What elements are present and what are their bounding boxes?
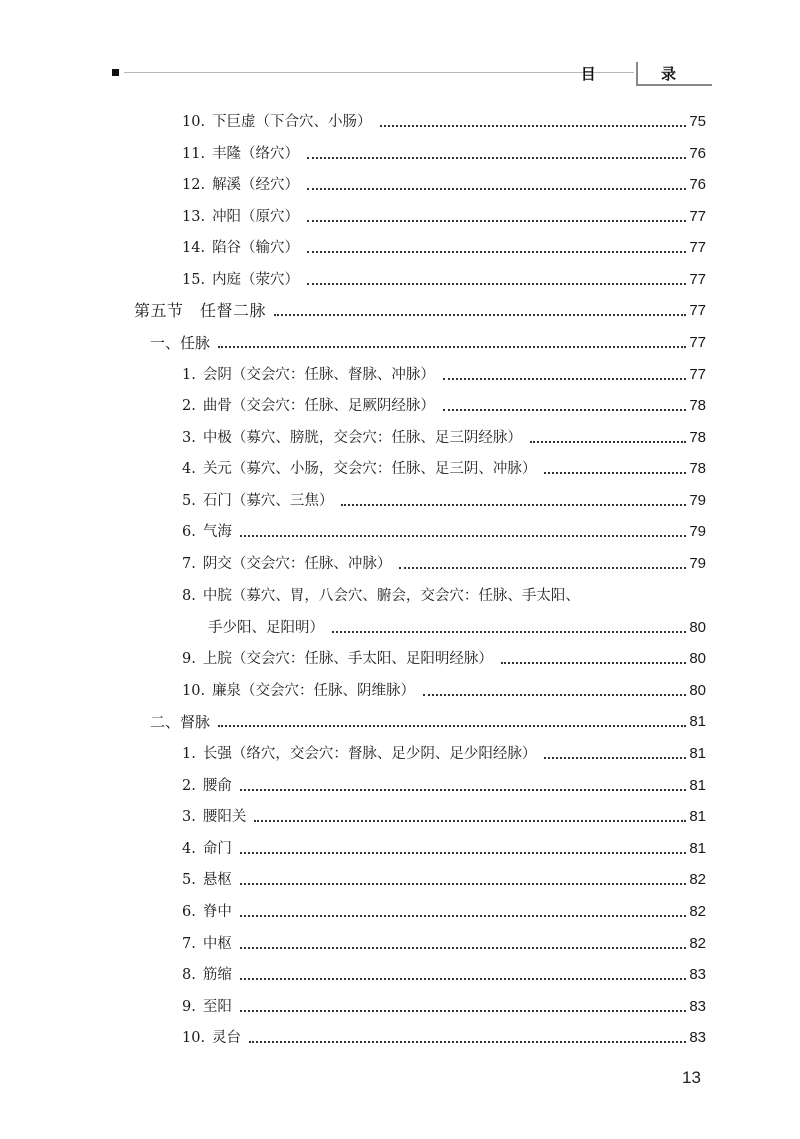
entry-number: 10. (182, 114, 206, 130)
toc-entry[interactable] (182, 203, 706, 227)
entry-number: 7. (182, 936, 196, 952)
toc-entry[interactable] (182, 961, 706, 985)
entry-page: 83 (689, 998, 706, 1015)
dot-leader (240, 978, 686, 980)
dot-leader (307, 188, 686, 190)
entry-page: 78 (689, 397, 706, 414)
toc-entry[interactable] (182, 866, 706, 890)
toc-entry[interactable] (182, 645, 706, 669)
dot-leader (423, 694, 686, 696)
header-rule (124, 72, 634, 73)
toc-entry[interactable] (182, 677, 706, 701)
entry-page: 79 (689, 523, 706, 540)
entry-page: 81 (689, 745, 706, 762)
dot-leader (218, 346, 686, 348)
entry-title: 中脘（募穴、胃，八会穴、腑会，交会穴：任脉、手太阳、 (202, 588, 580, 604)
dot-leader (240, 915, 686, 917)
section-title: 第五节 任督二脉 (134, 301, 267, 320)
entry-page: 77 (689, 366, 706, 383)
dot-leader (240, 1010, 686, 1012)
entry-number: 10. (182, 1030, 206, 1046)
entry-title: 上脘（交会穴：任脉、手太阳、足阳明经脉） (202, 651, 493, 667)
dot-leader (307, 220, 686, 222)
dot-leader (307, 283, 686, 285)
entry-title: 内庭（荥穴） (212, 272, 300, 288)
dot-leader (307, 251, 686, 253)
entry-page: 80 (689, 682, 706, 699)
entry-number: 5. (182, 493, 196, 509)
dot-leader (443, 378, 686, 380)
toc-entry[interactable] (182, 518, 706, 542)
entry-page: 80 (689, 619, 706, 636)
entry-title: 解溪（经穴） (212, 177, 300, 193)
entry-page: 76 (689, 145, 706, 162)
toc-entry[interactable] (182, 266, 706, 290)
entry-title: 脊中 (202, 904, 232, 920)
entry-title: 至阳 (202, 999, 232, 1015)
toc-group-heading[interactable] (150, 708, 706, 732)
dot-leader (249, 1041, 686, 1043)
dot-leader (399, 567, 686, 569)
entry-title: 关元（募穴、小肠，交会穴：任脉、足三阴、冲脉） (202, 461, 537, 477)
entry-title: 中枢 (202, 936, 232, 952)
entry-page: 79 (689, 492, 706, 509)
entry-title: 悬枢 (202, 872, 232, 888)
entry-page: 81 (689, 777, 706, 794)
entry-number: 1. (182, 746, 196, 762)
entry-title: 手少阳、足阳明） (208, 620, 324, 636)
entry-page: 82 (689, 935, 706, 952)
dot-leader (501, 662, 686, 664)
entry-title: 筋缩 (202, 967, 232, 983)
entry-title: 石门（募穴、三焦） (202, 493, 334, 509)
toc-entry[interactable] (182, 1024, 706, 1048)
entry-page: 77 (689, 302, 706, 319)
entry-page: 83 (689, 1029, 706, 1046)
dot-leader (332, 631, 686, 633)
entry-number: 14. (182, 240, 206, 256)
entry-number: 2. (182, 778, 196, 794)
entry-number: 15. (182, 272, 206, 288)
entry-page: 77 (689, 334, 706, 351)
entry-title: 冲阳（原穴） (212, 209, 300, 225)
entry-number: 5. (182, 872, 196, 888)
toc-entry[interactable] (182, 108, 706, 132)
entry-title: 廉泉（交会穴：任脉、阴维脉） (212, 683, 416, 699)
toc-entry[interactable] (182, 424, 706, 448)
entry-title: 陷谷（输穴） (212, 240, 300, 256)
entry-title: 灵台 (212, 1030, 242, 1046)
entry-number: 6. (182, 524, 196, 540)
entry-title: 长强（络穴，交会穴：督脉、足少阴、足少阳经脉） (202, 746, 537, 762)
dot-leader (544, 472, 686, 474)
toc-entry[interactable] (182, 392, 706, 416)
entry-number: 3. (182, 809, 196, 825)
toc-entry[interactable] (182, 487, 706, 511)
dot-leader (380, 125, 687, 127)
dot-leader (307, 157, 686, 159)
entry-number: 4. (182, 461, 196, 477)
entry-title: 曲骨（交会穴：任脉、足厥阴经脉） (202, 398, 435, 414)
entry-page: 80 (689, 650, 706, 667)
entry-number: 11. (182, 146, 206, 162)
entry-page: 77 (689, 271, 706, 288)
entry-number: 3. (182, 430, 196, 446)
dot-leader (240, 883, 686, 885)
toc-section-heading[interactable] (134, 297, 706, 321)
entry-page: 77 (689, 239, 706, 256)
entry-number: 8. (182, 967, 196, 983)
entry-number: 6. (182, 904, 196, 920)
toc-entry[interactable] (182, 803, 706, 827)
entry-page: 82 (689, 871, 706, 888)
toc-entry-first-line[interactable] (182, 582, 580, 606)
entry-title: 阴交（交会穴：任脉、冲脉） (202, 556, 392, 572)
header-square-marker (112, 69, 119, 76)
entry-number: 13. (182, 209, 206, 225)
toc-entry[interactable] (182, 930, 706, 954)
toc-group-heading[interactable] (150, 329, 706, 353)
entry-number: 7. (182, 556, 196, 572)
entry-title: 腰俞 (202, 778, 232, 794)
toc-entry[interactable] (182, 772, 706, 796)
entry-title: 丰隆（络穴） (212, 146, 300, 162)
entry-number: 2. (182, 398, 196, 414)
dot-leader (274, 314, 686, 316)
entry-page: 78 (689, 460, 706, 477)
header-title: 目 录 (580, 65, 706, 83)
toc-entry[interactable] (182, 993, 706, 1017)
entry-page: 82 (689, 903, 706, 920)
running-header (112, 60, 712, 90)
group-title: 二、督脉 (150, 713, 211, 731)
toc-entry[interactable] (182, 234, 706, 258)
group-title: 一、任脉 (150, 334, 211, 352)
dot-leader (254, 820, 686, 822)
entry-page: 79 (689, 555, 706, 572)
dot-leader (443, 409, 686, 411)
entry-page: 76 (689, 176, 706, 193)
entry-title: 气海 (202, 524, 232, 540)
dot-leader (530, 441, 686, 443)
entry-number: 8. (182, 588, 196, 604)
entry-title: 中极（募穴、膀胱，交会穴：任脉、足三阴经脉） (202, 430, 522, 446)
entry-number: 9. (182, 999, 196, 1015)
toc-entry[interactable] (182, 898, 706, 922)
entry-page: 78 (689, 429, 706, 446)
toc-entry[interactable] (182, 140, 706, 164)
entry-title: 腰阳关 (202, 809, 247, 825)
entry-title: 下巨虚（下合穴、小肠） (212, 114, 372, 130)
entry-page: 75 (689, 113, 706, 130)
entry-page: 83 (689, 966, 706, 983)
dot-leader (544, 757, 686, 759)
toc-entry[interactable] (182, 171, 706, 195)
dot-leader (240, 789, 686, 791)
entry-title: 会阴（交会穴：任脉、督脉、冲脉） (202, 367, 435, 383)
entry-number: 4. (182, 841, 196, 857)
entry-number: 9. (182, 651, 196, 667)
entry-number: 12. (182, 177, 206, 193)
toc-entry[interactable] (182, 740, 706, 764)
entry-page: 77 (689, 208, 706, 225)
entry-title: 命门 (202, 841, 232, 857)
toc-entry[interactable] (182, 835, 706, 859)
dot-leader (240, 947, 686, 949)
toc-entry[interactable] (182, 455, 706, 479)
toc-entry-continuation[interactable] (208, 614, 706, 638)
entry-number: 1. (182, 367, 196, 383)
dot-leader (341, 504, 686, 506)
page-number: 13 (682, 1068, 701, 1087)
toc-entry[interactable] (182, 550, 706, 574)
entry-page: 81 (689, 713, 706, 730)
dot-leader (218, 725, 686, 727)
entry-page: 81 (689, 808, 706, 825)
toc-entry[interactable] (182, 361, 706, 385)
dot-leader (240, 852, 686, 854)
entry-page: 81 (689, 840, 706, 857)
dot-leader (240, 535, 686, 537)
entry-number: 10. (182, 683, 206, 699)
